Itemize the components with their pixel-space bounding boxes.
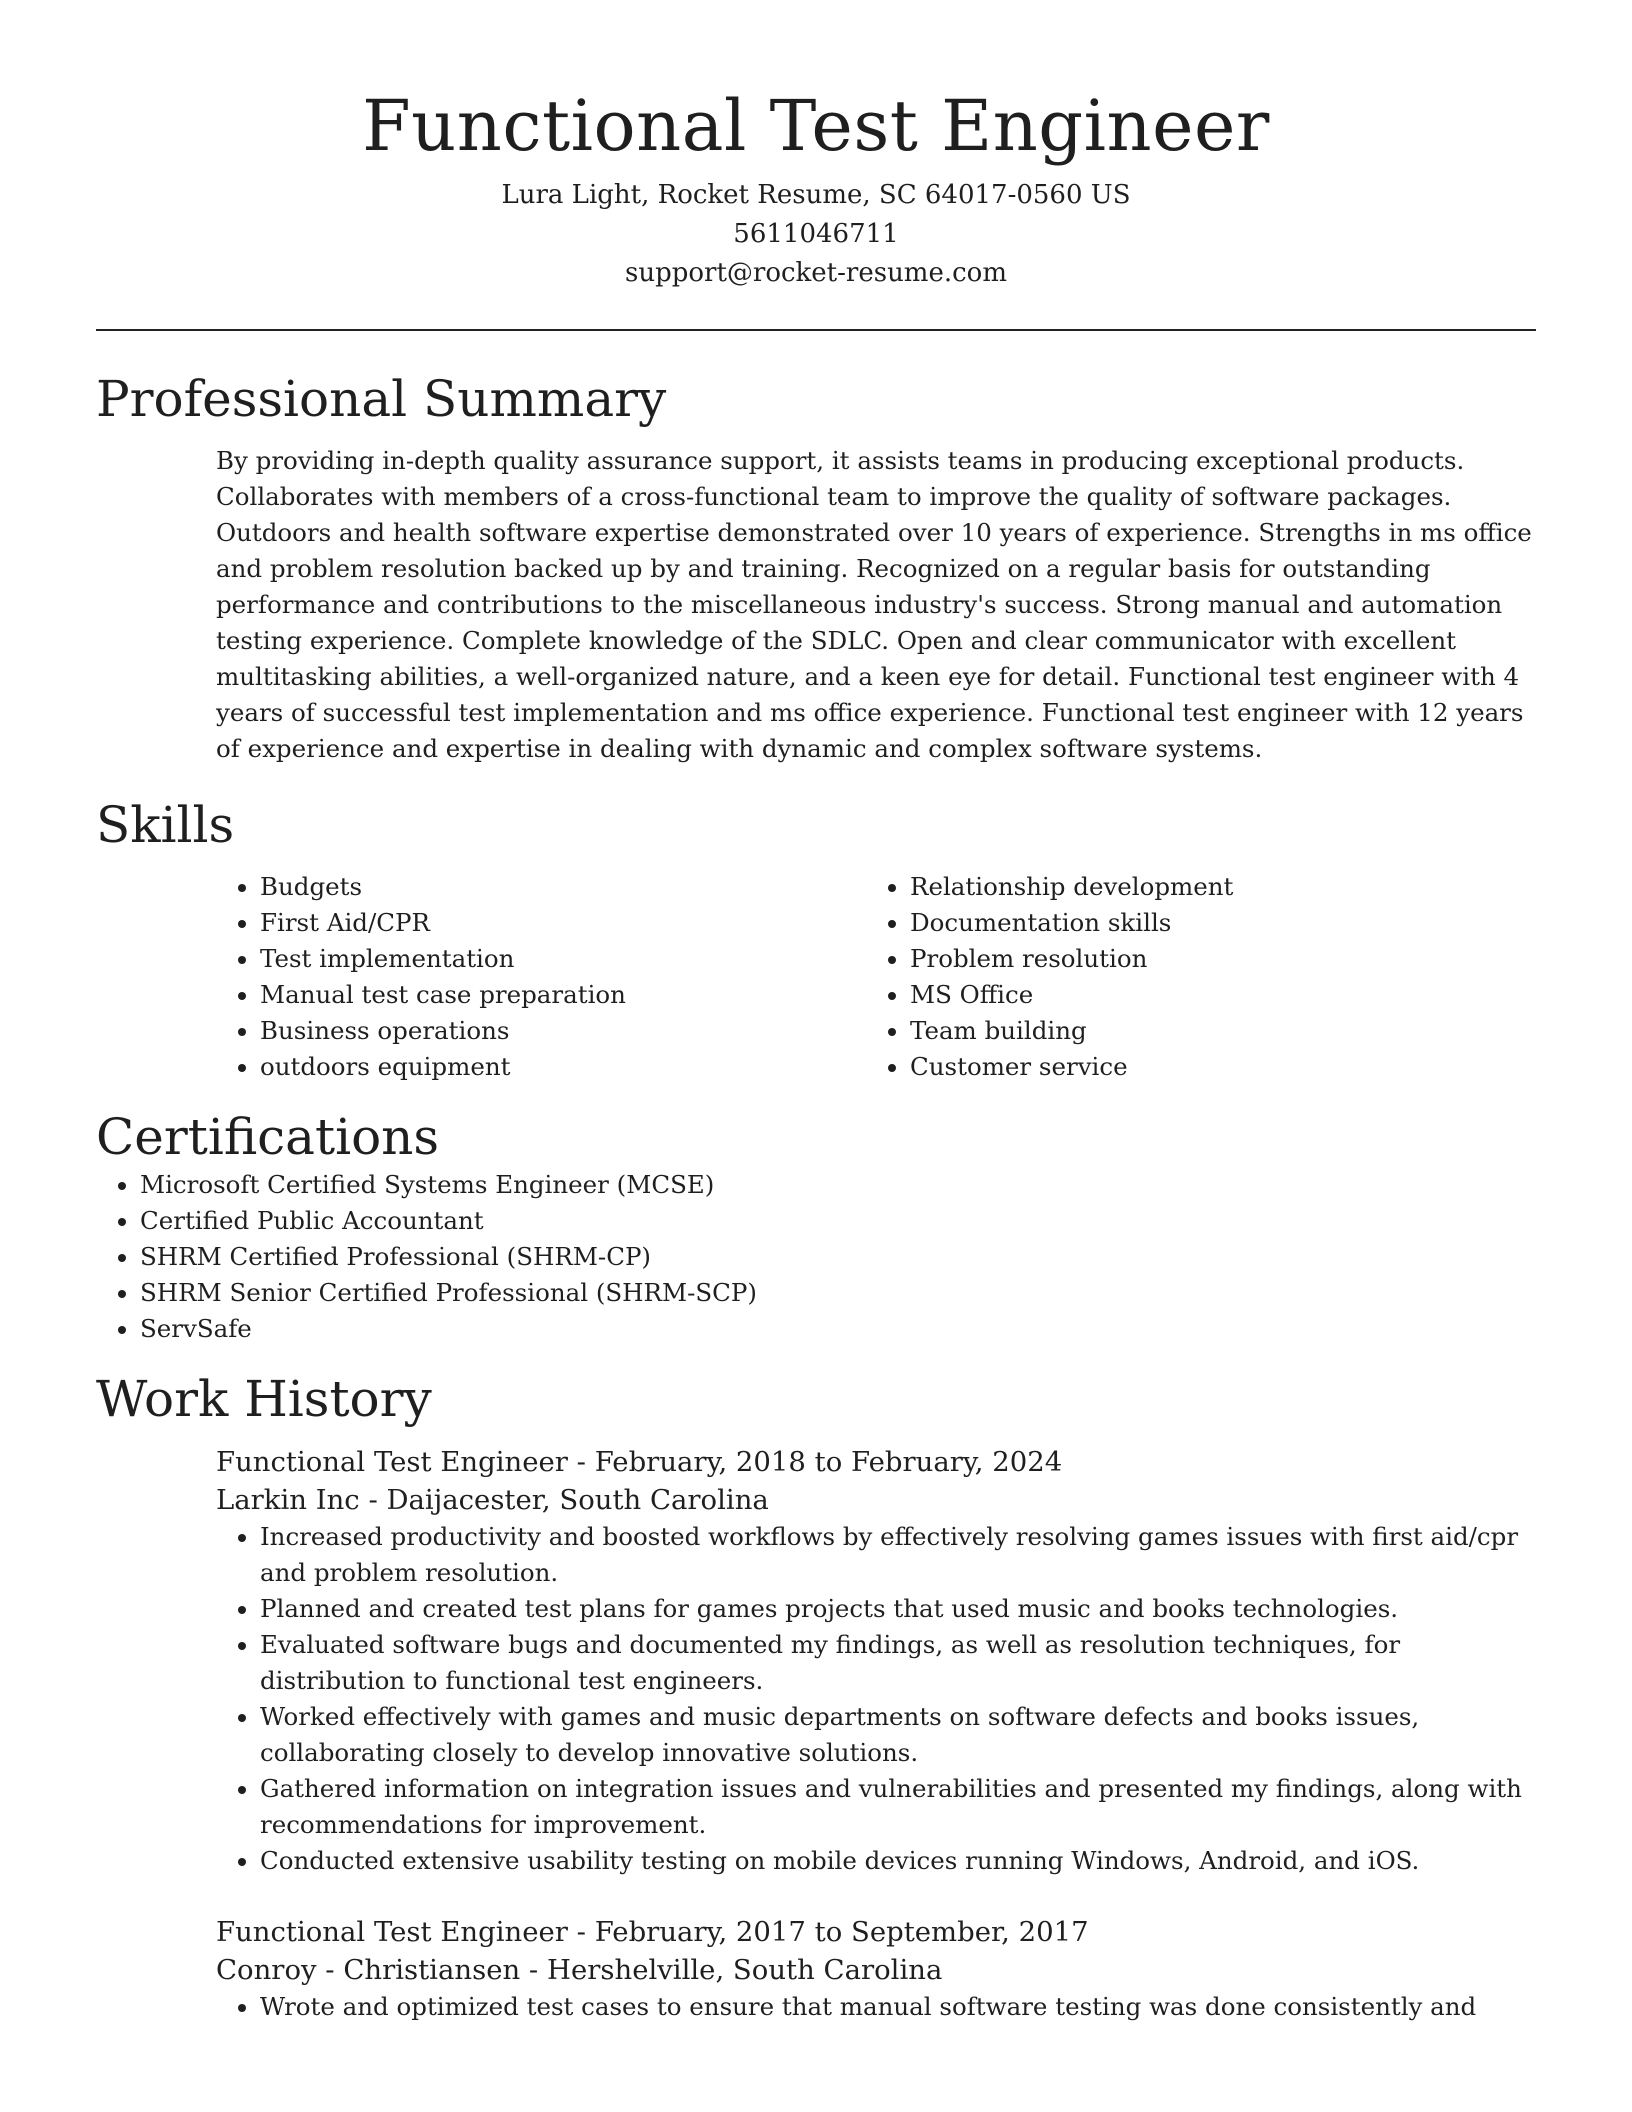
skill-item: • Test implementation: [260, 941, 866, 977]
job-location: - Daijacester, South Carolina: [359, 1484, 769, 1516]
certification-item: • SHRM Certified Professional (SHRM-CP): [140, 1239, 1536, 1275]
job-entry: [216, 1443, 1536, 1879]
resume-page: [96, 0, 1536, 2025]
contact-address: Lura Light, Rocket Resume, SC 64017-0560 US: [501, 180, 1131, 210]
skill-item: • outdoors equipment: [260, 1049, 866, 1085]
job-bullets: [216, 1519, 1536, 1879]
skill-item: • Documentation skills: [910, 905, 1516, 941]
skill-item: • Relationship development: [910, 869, 1516, 905]
skills-column-right: [866, 869, 1516, 1085]
skills-section: [96, 795, 1536, 1085]
contact-email: support@rocket-resume.com: [624, 258, 1007, 288]
job-location: - Hershelville, South Carolina: [520, 1954, 943, 1986]
summary-heading: Professional Summary: [96, 370, 667, 428]
job-company-line: [216, 1951, 1536, 1989]
skill-item: • Problem resolution: [910, 941, 1516, 977]
header-divider: [96, 329, 1536, 331]
summary-section: [96, 369, 1536, 767]
skill-item: • MS Office: [910, 977, 1516, 1013]
skill-item: • Team building: [910, 1013, 1516, 1049]
job-company: Conroy - Christiansen: [216, 1954, 521, 1986]
job-title-line: [216, 1913, 1536, 1951]
skill-item: • Customer service: [910, 1049, 1516, 1085]
job-bullet: • Planned and created test plans for games projects that used music and books technologies.: [260, 1591, 1536, 1627]
job-bullet: • Conducted extensive usability testing on mobile devices running Windows, Android, and iOS.: [260, 1843, 1536, 1879]
certifications-list: [96, 1167, 1536, 1347]
job-bullet: • Gathered information on integration issues and vulnerabilities and presented my findings, along with recommendations for improvement.: [260, 1771, 1536, 1843]
skills-heading: Skills: [96, 796, 235, 854]
contact-phone: 5611046711: [733, 219, 899, 249]
job-company-line: [216, 1481, 1536, 1519]
resume-header: [96, 0, 1536, 293]
job-dates: - February, 2017 to September, 2017: [567, 1916, 1089, 1948]
certification-item: • Certified Public Accountant: [140, 1203, 1536, 1239]
skills-grid: [216, 869, 1536, 1085]
skills-list-left: [216, 869, 866, 1085]
job-title-line: [216, 1443, 1536, 1481]
resume-title: Functional Test Engineer: [362, 85, 1270, 167]
job-company: Larkin Inc: [216, 1484, 360, 1516]
skill-item: • Business operations: [260, 1013, 866, 1049]
skill-item: • Budgets: [260, 869, 866, 905]
job-title: Functional Test Engineer: [216, 1446, 568, 1478]
job-title: Functional Test Engineer: [216, 1916, 568, 1948]
job-dates: - February, 2018 to February, 2024: [567, 1446, 1063, 1478]
contact-block: [96, 176, 1536, 293]
job-bullet: • Increased productivity and boosted workflows by effectively resolving games issues with first aid/cpr and problem resolution.: [260, 1519, 1536, 1591]
certification-item: • Microsoft Certified Systems Engineer (MCSE): [140, 1167, 1536, 1203]
job-bullet: • Evaluated software bugs and documented my findings, as well as resolution techniques, for distribution to functional test engineers.: [260, 1627, 1536, 1699]
skills-list-right: [866, 869, 1516, 1085]
skill-item: • Manual test case preparation: [260, 977, 866, 1013]
certifications-section: [96, 1107, 1536, 1347]
job-entry: [216, 1913, 1536, 2025]
certification-item: • ServSafe: [140, 1311, 1536, 1347]
work-history-section: [96, 1369, 1536, 2025]
work-history-heading: Work History: [96, 1370, 432, 1428]
summary-text: By providing in-depth quality assurance support, it assists teams in producing exceptional products. Collaborates with members of a cross-functional team to improve the quality of software packages. Outdoors and health software expertise demonstrated over 10 years of experience. Strengths in ms office and problem resolution backed up by and training. Recognized on a regular basis for outstanding performance and contributions to the miscellaneous industry's success. Strong manual and automation testing experience. Complete knowledge of the SDLC. Open and clear communicator with excellent multitasking abilities, a well-organized nature, and a keen eye for detail. Functional test engineer with 4 years of successful test implementation and ms office experience. Functional test engineer with 12 years of experience and expertise in dealing with dynamic and complex software systems.: [216, 446, 1532, 763]
certifications-heading: Certifications: [96, 1108, 440, 1166]
skills-column-left: [216, 869, 866, 1085]
job-bullets: [216, 1989, 1536, 2025]
job-bullet: • Wrote and optimized test cases to ensure that manual software testing was done consistently and: [260, 1989, 1536, 2025]
skill-item: • First Aid/CPR: [260, 905, 866, 941]
certification-item: • SHRM Senior Certified Professional (SHRM-SCP): [140, 1275, 1536, 1311]
job-bullet: • Worked effectively with games and music departments on software defects and books issues, collaborating closely to develop innovative solutions.: [260, 1699, 1536, 1771]
